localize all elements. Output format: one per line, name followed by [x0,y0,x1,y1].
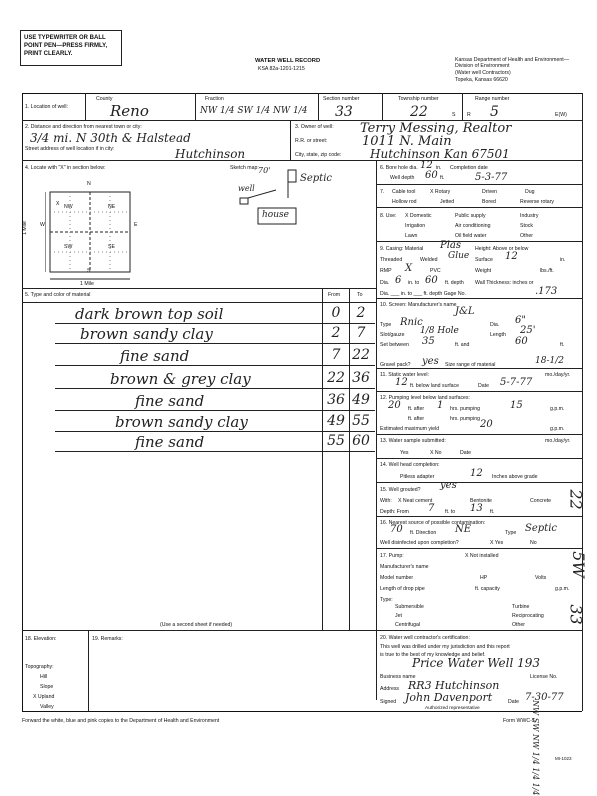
screen-size-label: Size range of material [445,362,496,368]
casing-dia-val: 6 [395,275,402,286]
material-to: 55 [352,413,370,429]
method-reverse: Reverse rotary [520,199,555,205]
distance-value: 3/4 mi. N 30th & Halstead [30,131,191,145]
divider [318,93,319,120]
grouted-label: 15. Well grouted? [380,487,421,493]
row-divider [22,630,582,631]
range-prefix: R [467,112,471,118]
method-hollow: Hollow rod [392,199,417,205]
casing-welded-val: Glue [448,251,470,261]
contam-type-label: Type [505,530,517,536]
static-level: 12 [395,377,408,388]
casing-dia: Dia. [380,280,390,286]
grouted-from: 7 [428,503,435,514]
materials-label: 5. Type and color of material [25,292,91,298]
casing-gage: .173 [535,286,558,297]
casing-rmp: RMP [380,268,392,274]
use-irrigation: Irrigation [405,223,426,229]
col-from: From [328,292,341,298]
casing-pvc: PVC [430,268,441,274]
divider [88,630,89,711]
depth-unit: ft. [440,175,445,181]
elevation-label: 18. Elevation: [25,636,57,642]
rr-label: R.R. or street: [295,138,328,144]
left-border [22,93,23,711]
casing-rmp-val: X [405,263,413,274]
casing-label: 9. Casing: Material [380,246,424,252]
cert-business: Price Water Well 193 [412,656,541,670]
use-lawn: Lawn [405,233,418,239]
svg-text:X: X [56,201,60,207]
grouted-with: With: [380,498,392,504]
street-label: Street address of well location if in city: [25,146,115,152]
grouted-concrete: Concrete [530,498,552,504]
pump-volts: Volts [535,575,547,581]
material-to: 2 [356,305,366,321]
topo-slope: Slope [40,684,54,690]
material-rule [55,323,375,324]
row-divider [376,298,582,299]
completion-label: Completion date [450,165,488,171]
pumping-hrspumping2: hrs. pumping [450,416,480,422]
footer-code: MI-1023 [555,756,572,761]
fraction-value: NW 1/4 SW 1/4 NW 1/4 [200,106,308,116]
screen-slot: 1/8 Hole [420,326,459,336]
material-row [30,413,385,430]
head-above: Inches above grade [492,474,538,480]
row-divider [376,241,582,242]
compass-n: N [87,181,91,187]
pumping-est-label: Estimated maximum yield [380,426,440,432]
cert-rep: Authorized representative [425,706,480,711]
material-desc: dark brown top soil [75,305,224,323]
sketch-70: 70' [258,166,271,175]
pump-model: Model number [380,575,414,581]
head-label: 14. Well head completion: [380,462,440,468]
screen-dia-label: Dia. [490,322,500,328]
casing-gage-label: Dia. ___ in. to ___ ft. depth Gage No. [380,291,466,297]
casing-weight-unit: lbs./ft. [540,268,554,274]
range-value: 5 [490,104,499,120]
use-air: Air conditioning [455,223,491,229]
topography-label: Topography: [25,664,54,670]
cert-business-label: Business name [380,674,416,680]
grid-ne: NE [108,204,116,210]
screen-label: 10. Screen: Manufacturer's name [380,302,457,308]
material-row [30,433,385,450]
depth-label: Well depth [390,175,415,181]
static-label: 11. Static water level: [380,372,429,378]
screen-mfr: J&L [455,306,475,317]
locate-label: 4. Locate with "X" in section below: [25,165,106,171]
material-from: 0 [331,305,341,321]
pumping-ft1: 20 [388,400,401,411]
casing-weight: Weight [475,268,492,274]
township-value: 22 [410,104,428,120]
grouted-ftto: ft. to [445,509,456,515]
sample-label: 13. Water sample submitted: [380,438,446,444]
contam-type: Septic [525,523,557,534]
city-value: Hutchinson Kan 67501 [370,147,510,161]
pumping-est-unit: g.p.m. [550,426,565,432]
range-label: Range number [475,96,510,102]
casing-ftdepth: ft. depth [445,280,464,286]
method-driven: Driven [482,189,497,195]
mile-vertical: 1 Mile [21,221,28,235]
grid-sw: SW [64,244,73,250]
casing-to-val: 60 [425,275,438,286]
material-to: 7 [356,325,366,341]
method-cable: Cable tool [392,189,416,195]
grouted-ft: ft. [490,509,495,515]
casing-material: Plas [440,240,462,251]
pump-hp: HP [480,575,488,581]
pump-type-centrifugal: Centrifugal [395,622,421,628]
row-divider [376,516,582,517]
agency-sub: (Water well Contractors) [455,70,511,76]
method-label: 7. [380,189,385,195]
row-divider [376,368,582,369]
divider [382,93,383,120]
casing-surface: Surface [475,257,493,263]
col-to: To [357,292,363,298]
row-divider [376,482,582,483]
topo-valley: Valley [40,704,54,710]
agency-name: Kansas Department of Health and Environment—Division of Environment [455,57,569,69]
casing-in: in. [560,257,566,263]
city-label: City, state, zip code: [295,152,342,158]
cert-date: 7-30-77 [525,692,564,703]
row-divider [376,184,582,185]
material-from: 36 [327,392,345,408]
screen-ft: ft. [560,342,565,348]
pump-type-turbine: Turbine [512,604,530,610]
location-label: 1. Location of well: [25,104,68,110]
pumping-hrs1: 1 [437,400,444,411]
street-value: Hutchinson [175,147,246,161]
casing-wall: Wall Thickness: inches or [475,280,534,286]
margin-location: NW SW NW 1/4 1/4 1/4 [531,700,540,796]
head-pitless: Pitless adapter [400,474,435,480]
static-below: ft. below land surface [410,383,460,389]
screen-set-from: 35 [422,336,435,347]
grouted-neat: X Neat cement [398,498,433,504]
contam-no: No [530,540,537,546]
topo-hill: Hill [40,674,48,680]
material-from: 22 [327,370,345,386]
footer-form: Form WWC-5 [503,718,535,724]
material-desc: brown sandy clay [115,413,248,431]
bore-value: 12 [420,160,433,171]
material-row [30,347,385,364]
completion-value: 5-3-77 [475,172,508,183]
screen-length: 25' [520,325,536,336]
compass-s: S [87,268,91,274]
casing-to: in. to [408,280,420,286]
material-rule [55,365,375,366]
pump-drop: Length of drop pipe [380,586,425,592]
pump-type-other: Other [512,622,525,628]
topo-upland: X Upland [33,694,55,700]
screen-slot-label: Slot/gauze [380,332,405,338]
screen-size: 18-1/2 [535,356,564,366]
method-dug: Dug [525,189,535,195]
contam-ft: 70 [390,524,403,535]
contam-label: 16. Nearest source of possible contamination: [380,520,486,526]
pump-capacity: ft. capacity [475,586,500,592]
remarks-label: 19. Remarks: [92,636,123,642]
screen-set-label: Set between [380,342,409,348]
sample-yes: Yes [400,450,409,456]
divider [290,120,291,160]
sketch-well: well [238,184,255,193]
material-to: 49 [352,392,370,408]
depth-value: 60 [425,170,438,181]
section-label: Section number [323,96,360,102]
form-title: WATER WELL RECORD [255,58,321,64]
grouted-depth-label: Depth: From [380,509,409,515]
margin-range: 5W [568,551,588,578]
pumping-hrspumping: hrs. pumping [450,406,480,412]
pump-not-installed: X Not installed [465,553,499,559]
pumping-label: 12. Pumping level below land surfaces: [380,395,470,401]
material-rule [55,343,375,344]
margin-township: 22 [566,489,586,510]
material-desc: fine sand [135,433,205,451]
screen-gravel: yes [422,356,439,367]
use-other: Other [520,233,533,239]
use-oil: Oil field water [455,233,487,239]
fraction-label: Fraction [205,96,224,102]
row-divider [376,434,582,435]
screen-type-label: Type [380,322,392,328]
head-inches: 12 [470,468,483,479]
sample-no: X No [430,450,442,456]
use-stock: Stock [520,223,533,229]
row-divider [376,548,582,549]
grid-nw: NW [64,204,73,210]
material-desc: fine sand [120,347,190,365]
pump-type-sub: Submersible [395,604,424,610]
cert-label: 20. Water well contractor's certification: [380,635,470,641]
top-border [22,93,582,94]
agency-city: Topeka, Kansas 66620 [455,77,508,83]
cert-signed: John Davenport [405,691,493,704]
cert-date-label: Date [508,699,519,705]
grouted-val: yes [440,480,457,491]
material-rule [55,410,375,411]
instructions: USE TYPEWRITER OR BALL POINT PEN—PRESS FIRMLY, PRINT CLEARLY. [24,35,108,57]
material-to: 60 [352,433,370,449]
material-rule [55,388,375,389]
cert-text1: This well was drilled under my jurisdiction and this report [380,644,510,650]
material-from: 55 [327,433,345,449]
pump-gpm: g.p.m. [555,586,570,592]
static-unit: mo./day/yr. [545,372,571,378]
pump-type-jet: Jet [395,613,402,619]
section-grid [45,180,145,285]
owner-value: Terry Messing, Realtor [360,121,512,136]
screen-set-to: 60 [515,336,528,347]
pumping-gpm1: 15 [510,400,523,411]
use-label: 8. Use: [380,213,397,219]
sample-date: Date [460,450,471,456]
divider [85,93,86,120]
bore-label: 6. Bore hole dia. [380,165,418,171]
screen-gravel-label: Gravel pack? [380,362,411,368]
row-divider [376,391,582,392]
material-desc: brown & grey clay [110,370,251,388]
use-domestic: X Domestic [405,213,432,219]
form-statute: KSA 82a-1201-1215 [258,66,305,72]
pumping-after2: ft. after [408,416,425,422]
range-suffix: E(W) [555,112,567,118]
pumping-est: 20 [480,419,493,430]
contam-dir: NE [455,524,472,535]
screen-dia: 6" [515,315,526,326]
material-rule [55,451,375,452]
material-desc: fine sand [135,392,205,410]
material-row [30,370,385,387]
material-rule [55,431,375,432]
screen-ftand: ft. and [455,342,470,348]
cert-address: RR3 Hutchinson [408,679,500,692]
method-bored: Bored [482,199,496,205]
second-sheet: (Use a second sheet if needed) [160,622,233,628]
pump-type: Type: [380,597,393,603]
bottom-border [22,711,582,712]
divider [462,93,463,120]
grouted-to: 13 [470,503,483,514]
township-suffix: S [452,112,456,118]
cert-signed-label: Signed [380,699,397,705]
cert-license-label: License No. [530,674,558,680]
casing-threaded: Threaded [380,257,403,263]
sketch-septic: Septic [300,173,332,184]
material-from: 2 [331,325,341,341]
material-from: 49 [327,413,345,429]
casing-surface-val: 12 [505,251,518,262]
cert-text2: is true to the best of my knowledge and belief. [380,652,486,658]
owner-label: 3. Owner of well: [295,124,334,130]
material-row [30,325,385,342]
static-date-label: Date [478,383,489,389]
screen-length-label: Length [490,332,506,338]
casing-welded: Welded [420,257,438,263]
mile-horizontal: 1 Mile [80,281,94,287]
bore-unit: in. [436,165,442,171]
static-date: 5-7-77 [500,377,533,388]
sketch-label: Sketch map: [230,165,259,171]
compass-e: E [134,222,138,228]
use-public: Public supply [455,213,486,219]
use-industry: Industry [520,213,539,219]
row-divider [376,458,582,459]
compass-w: W [40,222,45,228]
pump-type-recip: Reciprocating [512,613,544,619]
row-divider [22,160,582,161]
pump-label: 17. Pump: [380,553,404,559]
contam-disinfect: Well disinfected upon completion? [380,540,459,546]
footer-forward: Forward the white, blue and pink copies to the Department of Health and Environment [22,718,220,724]
material-to: 36 [352,370,370,386]
county-label: County [96,96,113,102]
method-jetted: Jetted [440,199,455,205]
material-to: 22 [352,347,370,363]
material-desc: brown sandy clay [80,325,213,343]
cert-address-label: Address [380,686,400,692]
screen-type: Rnic [400,317,423,328]
section-value: 33 [335,104,353,120]
material-from: 7 [331,347,341,363]
sketch-house: house [262,210,289,220]
grid-se: SE [108,244,115,250]
grouted-bentonite: Bentonite [470,498,492,504]
county-value: Reno [110,102,149,120]
row-divider [22,302,376,303]
method-rotary: X Rotary [430,189,451,195]
material-row [30,392,385,409]
divider [195,93,196,120]
material-row [30,305,385,322]
pump-mfr: Manufacturer's name [380,564,429,570]
rr-value: 1011 N. Main [362,134,452,149]
sample-unit: mo./day/yr. [545,438,571,444]
pumping-gpm: g.p.m. [550,406,565,412]
contam-yes: X Yes [490,540,504,546]
casing-height: Height: Above or below [475,246,529,252]
row-divider [376,207,582,208]
contam-dir-label: ft. Direction [410,530,437,536]
pumping-after: ft. after [408,406,425,412]
margin-section: 33 [566,604,586,625]
distance-label: 2. Distance and direction from nearest town or city: [25,124,142,130]
township-label: Township number [398,96,439,102]
sketch-map [220,168,360,238]
